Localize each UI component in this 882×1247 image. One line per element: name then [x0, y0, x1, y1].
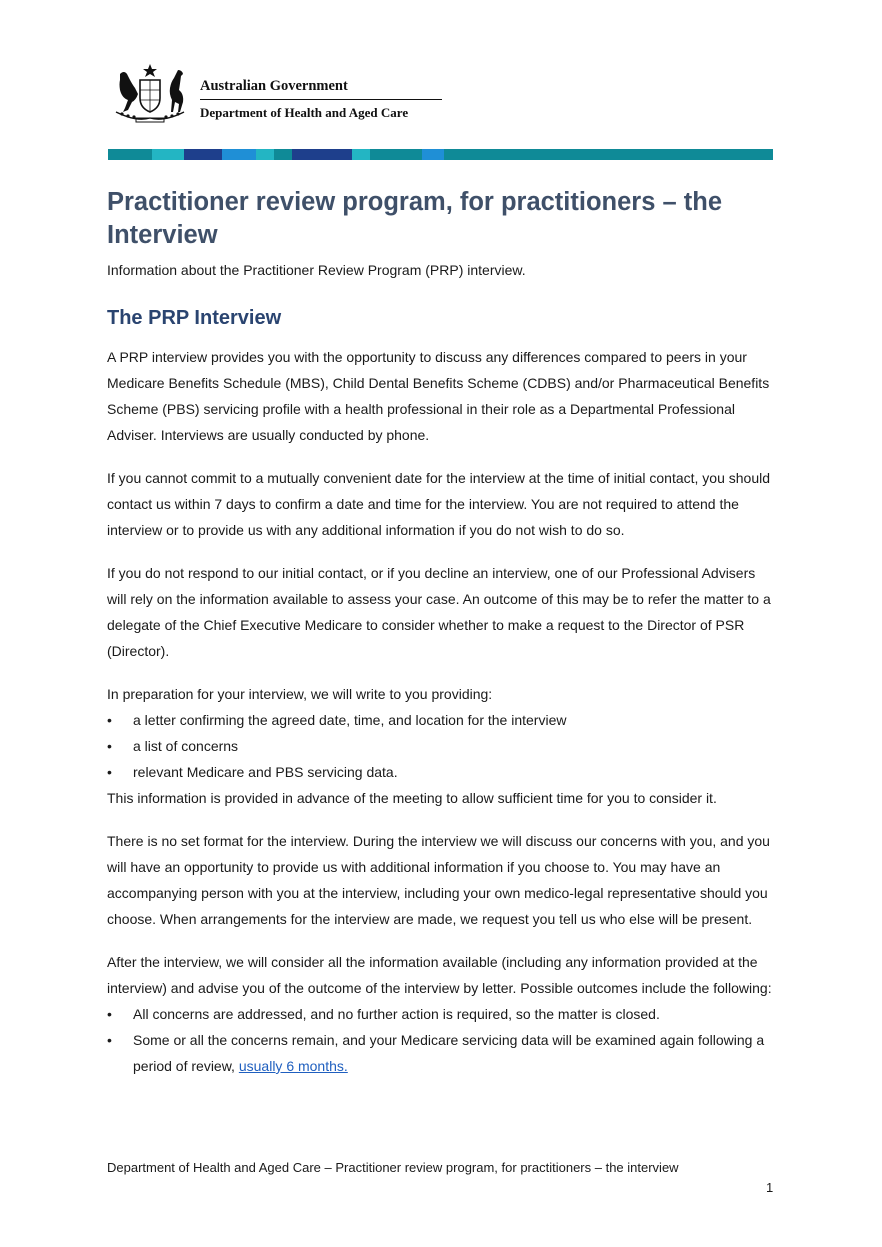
body-text [107, 344, 777, 1079]
colour-strip [108, 149, 773, 160]
paragraph: If you cannot commit to a mutually convenient date for the interview at the time of initial contact, you should contact us within 7 days to confirm a date and time for the interview. You are not required to attend the interview or to provide us with any additional information if you do not wish to do so. [107, 470, 771, 538]
bullet-icon: • [107, 764, 112, 780]
bullet-icon: • [107, 738, 112, 754]
logo-divider [200, 99, 442, 100]
list-item: • a list of concerns [107, 733, 777, 759]
provision-list [107, 707, 777, 785]
strip-segment [184, 149, 222, 160]
strip-segment [370, 149, 422, 160]
list-item: • a letter confirming the agreed date, time, and location for the interview [107, 707, 777, 733]
paragraph: There is no set format for the interview. During the interview we will discuss our concerns with you, and you will have an opportunity to provide us with additional information if you choose to. You may have an accompanying person with you at the interview, including your own medico-legal representative should you choose. When arrangements for the interview are made, we request you tell us who else will be present. [107, 833, 770, 927]
strip-segment [222, 149, 256, 160]
paragraph: A PRP interview provides you with the opportunity to discuss any differences compared to peers in your Medicare Benefits Schedule (MBS), Child Dental Benefits Scheme (CDBS) and/or Pharmaceutical Benefits Scheme (PBS) servicing profile with a health professional in their role as a Departmental Professional Adviser. Interviews are usually conducted by phone. [107, 349, 770, 443]
document-subtitle: Information about the Practitioner Review Program (PRP) interview. [107, 262, 526, 278]
strip-segment [444, 149, 773, 160]
strip-segment [152, 149, 184, 160]
bullet-icon: • [107, 712, 112, 728]
government-name: Australian Government [200, 78, 348, 94]
list-item: • All concerns are addressed, and no further action is required, so the matter is closed. [107, 1001, 777, 1027]
page-footer: Department of Health and Aged Care – Practitioner review program, for practitioners – the interview [107, 1160, 679, 1175]
strip-segment [274, 149, 292, 160]
strip-segment [292, 149, 352, 160]
government-logo [106, 62, 446, 126]
bullet-icon: • [107, 1032, 112, 1048]
strip-segment [256, 149, 274, 160]
list-item: • relevant Medicare and PBS servicing data. [107, 759, 777, 785]
department-name: Department of Health and Aged Care [200, 105, 409, 120]
coat-of-arms-icon [106, 62, 194, 124]
bullet-icon: • [107, 1006, 112, 1022]
paragraph: This information is provided in advance of the meeting to allow sufficient time for you to consider it. [107, 790, 717, 806]
strip-segment [108, 149, 152, 160]
list-item: • Some or all the concerns remain, and your Medicare servicing data will be examined again following a period of review, usually 6 months. [107, 1027, 777, 1079]
paragraph: In preparation for your interview, we will write to you providing: [107, 686, 493, 702]
strip-segment [352, 149, 370, 160]
strip-segment [422, 149, 444, 160]
section-heading: The PRP Interview [107, 307, 282, 329]
paragraph: If you do not respond to our initial contact, or if you decline an interview, one of our Professional Advisers will rely on the information available to assess your case. An outcome of this may be to refer the matter to a delegate of the Chief Executive Medicare to consider whether to make a request to the Director of PSR (Director). [107, 565, 771, 659]
paragraph: After the interview, we will consider all the information available (including any information provided at the interview) and advise you of the outcome of the interview by letter. Possible outcomes include the following: [107, 954, 772, 996]
review-period-link[interactable]: usually 6 months. [238, 1058, 348, 1074]
outcome-list [107, 1001, 777, 1079]
document-title: Practitioner review program, for practitioners – the Interview [107, 188, 723, 249]
page-number: 1 [766, 1180, 774, 1195]
